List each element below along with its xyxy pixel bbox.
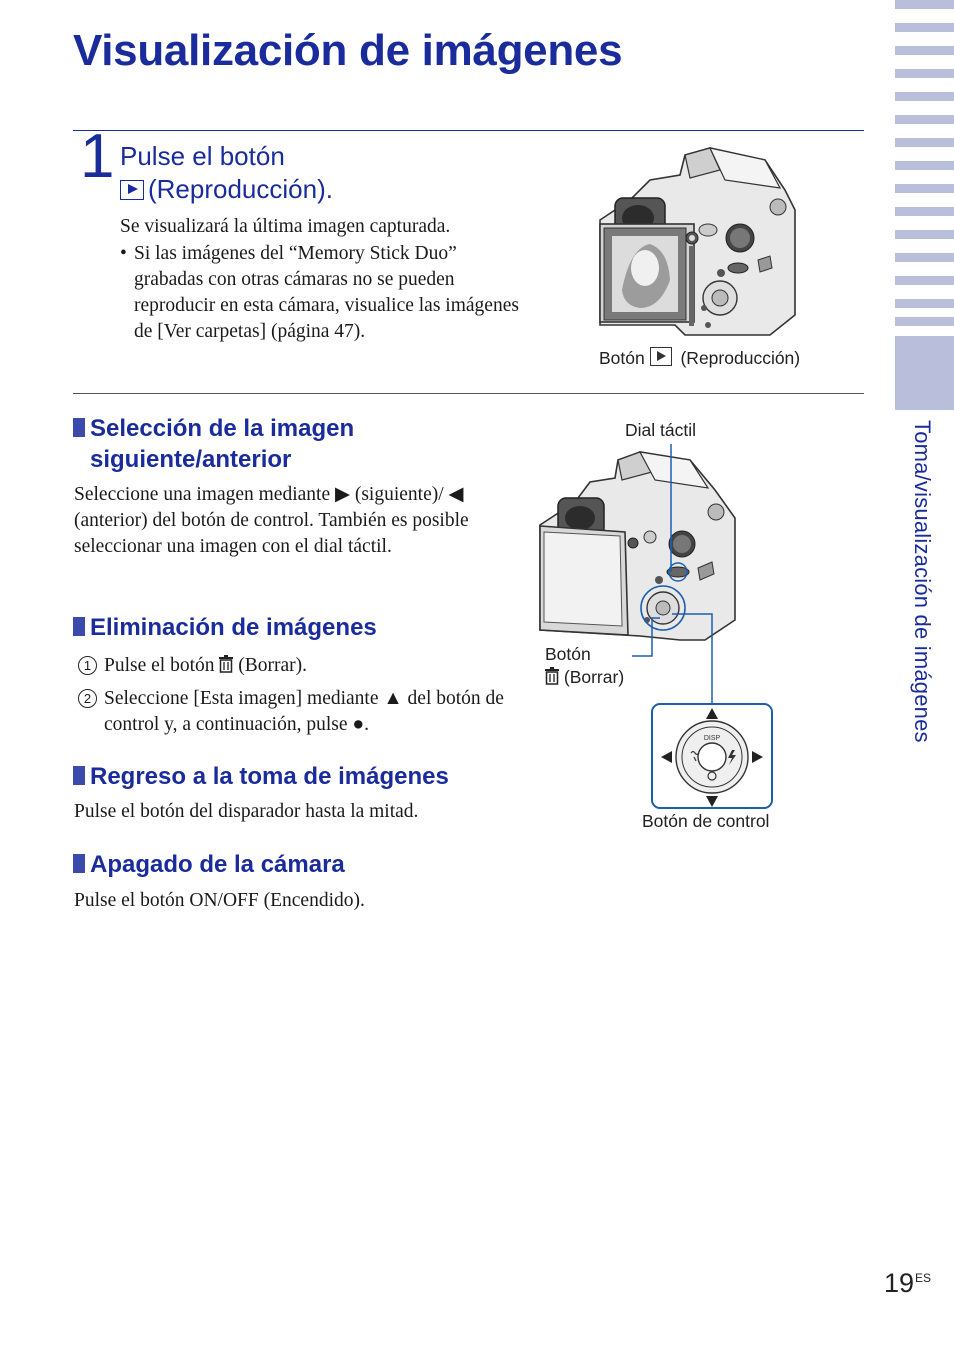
step-title bbox=[120, 140, 333, 206]
section-text-power-off: Pulse el botón ON/OFF (Encendido). bbox=[74, 890, 365, 911]
step-circle-number: 1 bbox=[78, 656, 97, 675]
section-text-return: Pulse el botón del disparador hasta la mitad. bbox=[74, 801, 419, 822]
section-heading-next-prev: Selección de la imagen siguiente/anterior bbox=[73, 413, 354, 475]
section-marker-icon bbox=[73, 854, 85, 873]
section-marker-icon bbox=[73, 766, 85, 785]
step-bullet-text: Si las imágenes del “Memory Stick Duo” grabadas con otras cámaras no se pueden reproducir en esta cámara, visualice las imágenes de [Ver carpetas] (página 47). bbox=[134, 243, 519, 342]
side-tab-marker bbox=[895, 336, 954, 410]
camera-controls-illustration bbox=[530, 440, 745, 645]
page-language-suffix: ES bbox=[915, 1271, 932, 1285]
playback-button-caption: Botón (Reproducción) bbox=[599, 348, 801, 368]
section-heading-delete: Eliminación de imágenes bbox=[73, 612, 377, 643]
side-stripes bbox=[895, 0, 954, 330]
bullet-dot: • bbox=[120, 243, 127, 264]
section-heading-return: Regreso a la toma de imágenes bbox=[73, 761, 449, 792]
trash-icon bbox=[545, 667, 559, 685]
step-title-line2: (Reproducción). bbox=[148, 174, 333, 204]
control-button-diagram bbox=[648, 700, 776, 812]
page-number: 19 bbox=[884, 1268, 915, 1298]
section-text-next-prev: Seleccione una imagen mediante ▶ (siguiente)/ ◀ (anterior) del botón de control. También es posible seleccionar una imagen con el dial táctil. bbox=[74, 484, 469, 557]
delete-step-1: 1 Pulse el botón (Borrar). bbox=[74, 653, 514, 679]
step-bullet bbox=[120, 241, 520, 345]
step-title-line1: Pulse el botón bbox=[120, 141, 285, 171]
playback-icon bbox=[650, 347, 672, 366]
section-marker-icon bbox=[73, 418, 85, 437]
step-circle-number: 2 bbox=[78, 689, 97, 708]
section-heading-power-off: Apagado de la cámara bbox=[73, 849, 345, 880]
delete-button-caption: Botón (Borrar) bbox=[545, 644, 625, 687]
delete-step-2: 2 Seleccione [Esta imagen] mediante ▲ del botón de control y, a continuación, pulse ●. bbox=[74, 686, 514, 738]
section-marker-icon bbox=[73, 617, 85, 636]
disp-label: DISP bbox=[703, 735, 721, 742]
touch-dial-label: Dial táctil bbox=[625, 420, 696, 440]
page-title: Visualización de imágenes bbox=[73, 26, 623, 75]
step-number: 1 bbox=[80, 122, 115, 191]
title-rule bbox=[73, 130, 864, 131]
section-divider bbox=[73, 393, 864, 394]
playback-icon bbox=[120, 180, 144, 200]
camera-back-illustration bbox=[590, 140, 805, 336]
trash-icon bbox=[219, 655, 233, 673]
control-button-caption: Botón de control bbox=[642, 811, 770, 831]
side-tab-label: Toma/visualización de imágenes bbox=[910, 420, 935, 743]
step-description: Se visualizará la última imagen capturada. bbox=[120, 216, 451, 237]
